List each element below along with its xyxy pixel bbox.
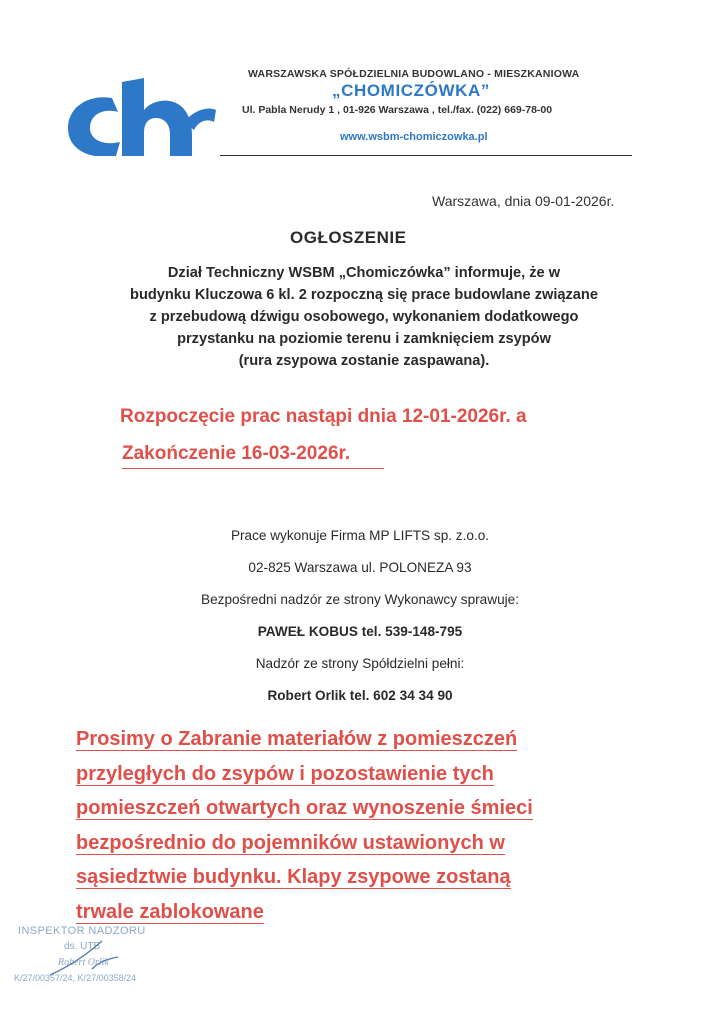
document-date: Warszawa, dnia 09-01-2026r. <box>432 193 615 209</box>
contractor-supervisor: PAWEŁ KOBUS tel. 539-148-795 <box>257 624 463 639</box>
org-short-name: „CHOMICZÓWKA” <box>332 81 490 100</box>
contractor-supervision-label: Bezpośredni nadzór ze strony Wykonawcy sprawuje: <box>201 592 519 607</box>
announcement-body <box>74 262 654 372</box>
body-line: przystanku na poziomie terenu i zamknięciem zsypów <box>177 331 551 347</box>
stamp-name: Robert Orlik <box>58 957 109 968</box>
notice-line: sąsiedztwie budynku. Klapy zsypowe zostaną <box>76 866 511 888</box>
resident-notice <box>76 722 636 929</box>
chomiczowka-logo <box>60 76 220 156</box>
notice-line: bezpośrednio do pojemników ustawionych w <box>76 831 505 854</box>
body-line: Dział Techniczny WSBM „Chomiczówka” informuje, że w <box>167 265 561 281</box>
org-website-link[interactable]: www.wsbm-chomiczowka.pl <box>340 131 488 143</box>
signature-mark <box>44 931 134 981</box>
end-date-underline <box>122 468 384 469</box>
contractor-address: 02-825 Warszawa ul. POLONEZA 93 <box>248 560 472 575</box>
contractor-info <box>100 525 620 717</box>
notice-line: Prosimy o Zabranie materiałów z pomieszczeń <box>76 728 518 750</box>
coop-supervisor: Robert Orlik tel. 602 34 34 90 <box>267 688 453 703</box>
stamp-title: INSPEKTOR NADZORU <box>18 925 146 937</box>
document-title: OGŁOSZENIE <box>290 228 407 247</box>
body-line: budynku Kluczowa 6 kl. 2 rozpoczną się prace budowlane związane <box>130 287 598 303</box>
header-divider <box>220 155 632 156</box>
start-date-text: Rozpoczęcie prac nastąpi dnia 12-01-2026r. a <box>120 406 527 427</box>
contractor-company: Prace wykonuje Firma MP LIFTS sp. z.o.o. <box>230 528 490 543</box>
notice-line: przyległych do zsypów i pozostawienie tych <box>76 762 494 785</box>
org-name: WARSZAWSKA SPÓŁDZIELNIA BUDOWLANO - MIESZKANIOWA <box>248 68 580 80</box>
end-date-text: Zakończenie 16-03-2026r. <box>122 443 351 464</box>
coop-supervision-label: Nadzór ze strony Spółdzielni pełni: <box>255 656 465 671</box>
notice-line: trwale zablokowane <box>76 900 264 923</box>
org-address: Ul. Pabla Nerudy 1 , 01-926 Warszawa , tel./fax. (022) 669-78-00 <box>242 104 553 116</box>
body-line: z przebudową dźwigu osobowego, wykonaniem dodatkowego <box>149 309 579 325</box>
stamp-license: K/27/00357/24, K/27/00358/24 <box>14 973 137 983</box>
body-line: (rura zsypowa zostanie zaspawana). <box>238 353 490 369</box>
notice-line: pomieszczeń otwartych oraz wynoszenie śmieci <box>76 797 533 819</box>
stamp-department: ds. UTB <box>64 941 101 952</box>
